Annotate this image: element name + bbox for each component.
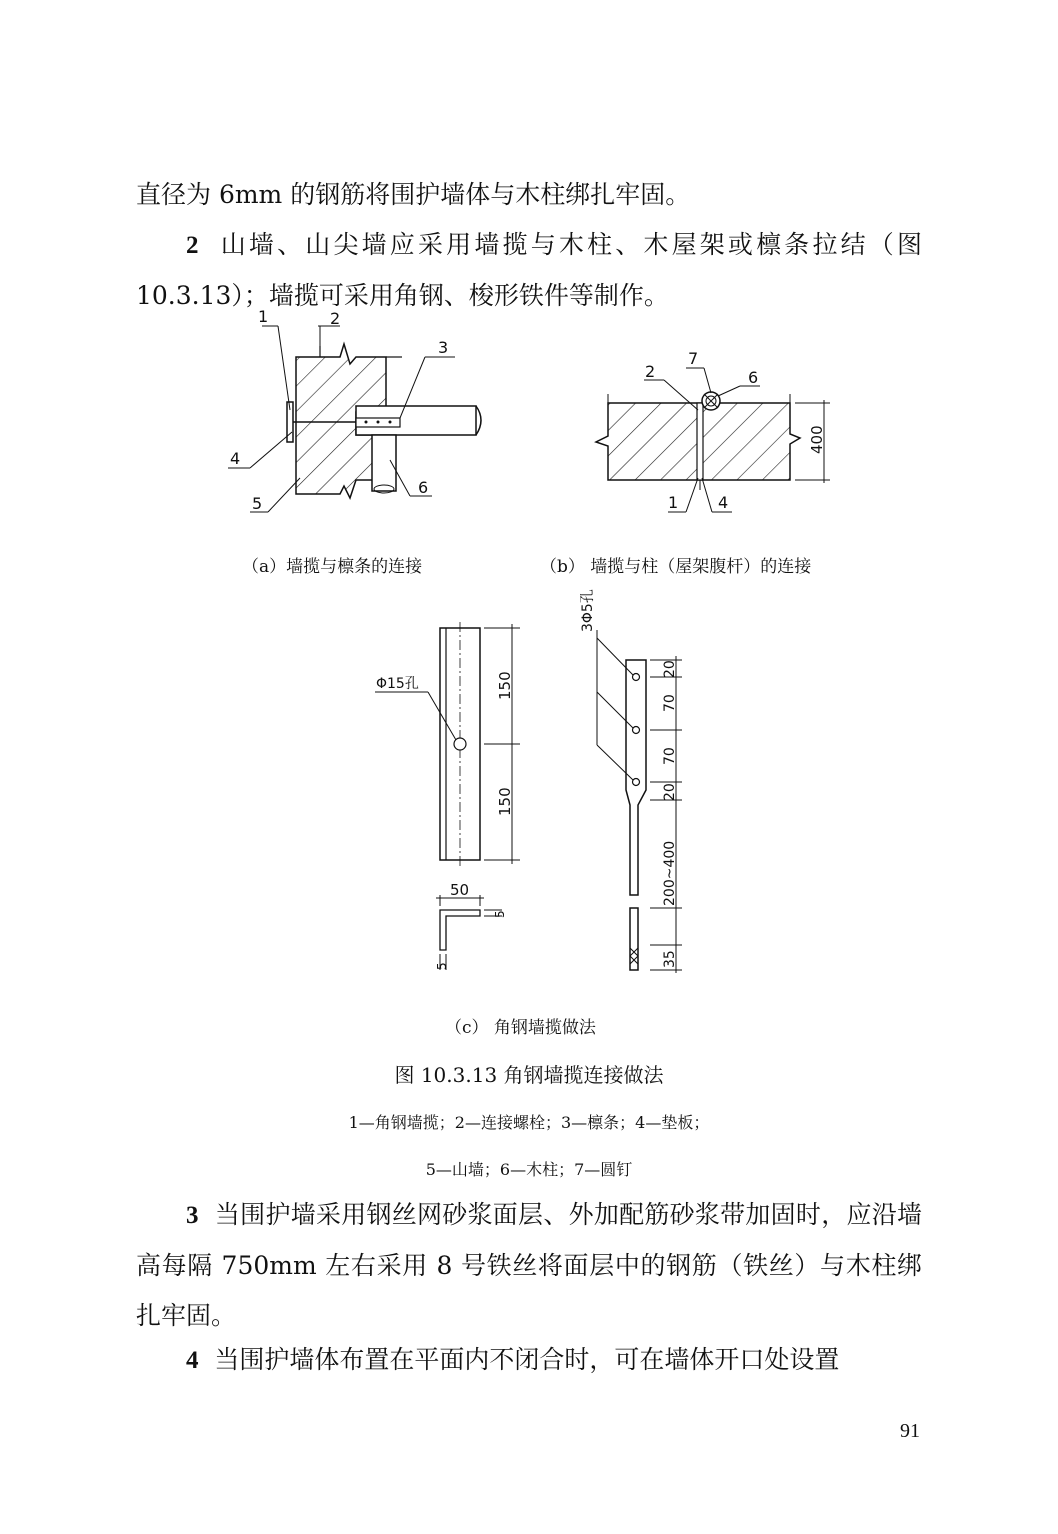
dim-150-top: 150 [496, 671, 514, 700]
label-a-3: 3 [438, 338, 449, 357]
caption-a: （a）墙揽与檩条的连接 [242, 557, 423, 577]
label-a-2: 2 [330, 309, 341, 328]
diagram-a [228, 307, 481, 513]
figure-10-3-13 [0, 300, 1058, 1000]
dim-200-400: 200~400 [662, 840, 678, 906]
dim-70-a: 70 [662, 694, 678, 712]
label-b-4: 4 [718, 493, 729, 512]
hole-5-1 [633, 674, 640, 681]
caption-c: （c） 角钢墙揽做法 [445, 1018, 596, 1038]
figure-legend-2: 5—山墙；6—木柱；7—圆钉 [425, 1160, 633, 1179]
label-a-4: 4 [230, 449, 241, 468]
hole-5-3 [633, 779, 640, 786]
paragraph-4-number: 4 [186, 1347, 199, 1374]
dim-150-bottom: 150 [496, 787, 514, 816]
paragraph-2-number: 2 [186, 232, 199, 259]
paragraph-2-text: 山墙、山尖墙应采用墙揽与木柱、木屋架或檩条拉结（图 10.3.13）；墙揽可采用角钢、梭形铁件等制作。 [136, 230, 922, 310]
timber-column-a [372, 435, 396, 491]
paragraph-3 [136, 1190, 922, 1341]
paragraph-1-text: 直径为 6mm 的钢筋将围护墙体与木柱绑扎牢固。 [136, 180, 691, 209]
page-number: 91 [900, 1420, 920, 1442]
paragraph-4 [136, 1335, 922, 1386]
angle-steel-section [440, 910, 480, 950]
spindle-iron [626, 660, 646, 895]
dim-b-400: 400 [808, 425, 826, 454]
caption-b: （b） 墙揽与柱（屋架腹杆）的连接 [540, 557, 812, 577]
paragraph-3-number: 3 [186, 1202, 199, 1229]
diagram-c-spindle [579, 589, 682, 973]
dim-20-bottom: 20 [662, 783, 678, 801]
angle-steel-b [697, 403, 703, 480]
label-b-1: 1 [668, 493, 679, 512]
dim-35: 35 [662, 950, 678, 968]
dim-5-a: 5 [493, 910, 507, 918]
diagram-c-angle [375, 622, 520, 970]
label-b-7: 7 [688, 349, 699, 368]
label-b-2: 2 [645, 362, 656, 381]
paragraph-4-text: 当围护墙体布置在平面内不闭合时，可在墙体开口处设置 [214, 1345, 840, 1374]
label-a-5: 5 [252, 494, 263, 513]
dim-70-b: 70 [662, 747, 678, 765]
label-a-1: 1 [258, 307, 269, 326]
label-a-6: 6 [418, 478, 429, 497]
hole-5-2 [633, 727, 640, 734]
dim-5-b: 5 [435, 962, 449, 970]
figure-legend-1: 1—角钢墙揽；2—连接螺栓；3—檩条；4—垫板； [348, 1113, 710, 1132]
dim-50: 50 [450, 881, 470, 899]
figure-title: 图 10.3.13 角钢墙揽连接做法 [394, 1063, 664, 1087]
label-b-6: 6 [748, 368, 759, 387]
holes-label: 3Φ5孔 [580, 589, 596, 632]
diagram-b [596, 349, 830, 512]
paragraph-3-text: 当围护墙采用钢丝网砂浆面层、外加配筋砂浆带加固时，应沿墙高每隔 750mm 左右采用 8 号铁丝将面层中的钢筋（铁丝）与木柱绑扎牢固。 [136, 1200, 922, 1330]
paragraph-continuation [136, 170, 922, 220]
dim-20-top: 20 [662, 660, 678, 678]
hole-label: Φ15孔 [376, 676, 419, 692]
